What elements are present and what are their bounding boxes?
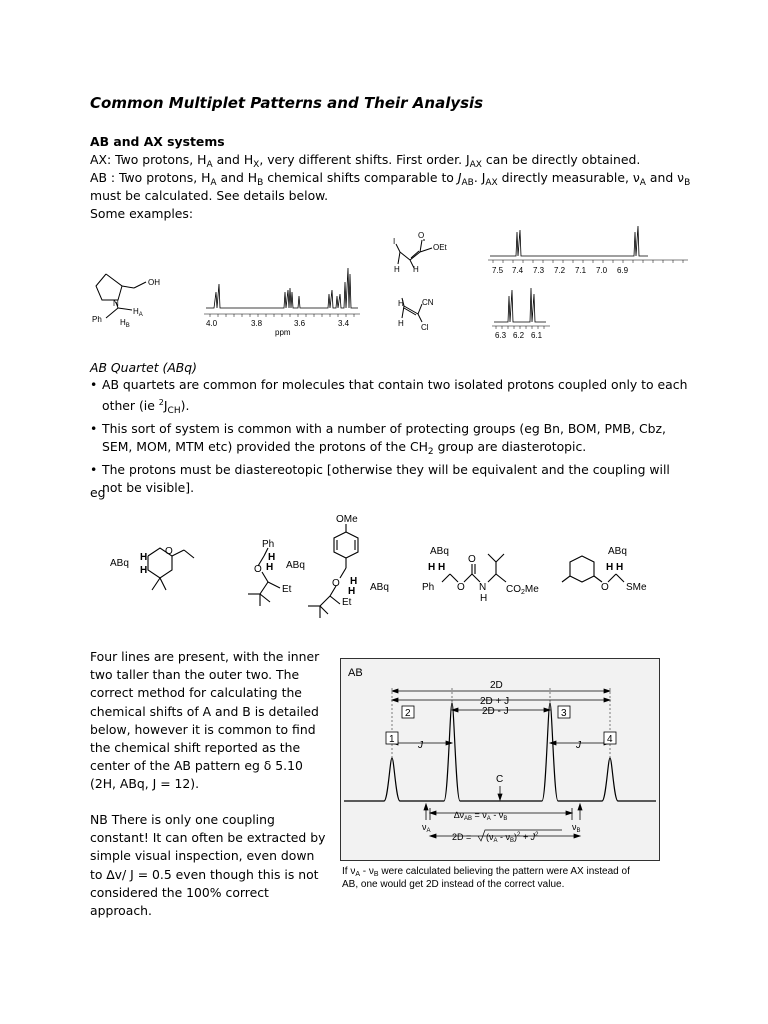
spec1-tick-4: 3.4 — [338, 319, 350, 328]
s2-abq: ABq — [286, 560, 305, 571]
s5-abq: ABq — [608, 546, 627, 557]
spec2-tick-5: 7.1 — [575, 266, 587, 275]
abq-structures — [100, 510, 660, 640]
figure-2d: 2D — [490, 680, 503, 691]
nitrile-cn: CN — [422, 298, 434, 307]
figure-j-right: J — [576, 740, 581, 751]
ester-i: I — [393, 237, 396, 246]
ab-definition: AB : Two protons, $H_A$ and $H_B$ chemical shifts comparable to $J_{AB}$. $J_{AX}$ directly measurable, $\nu_A$ and $\nu_B$ — [90, 170, 691, 188]
s4-o2: O — [468, 554, 476, 565]
s1-o: O — [165, 546, 173, 557]
spec1-tick-3: 3.6 — [294, 319, 306, 328]
ester-oet: OEt — [433, 243, 447, 252]
spec2-tick-7: 6.9 — [617, 266, 629, 275]
abq-bullets — [90, 376, 690, 497]
peak-label-2: 2 — [405, 708, 411, 719]
figure-caption-line2: AB, one would get 2D instead of the correct value. — [342, 879, 565, 890]
nitrile-cl: Cl — [421, 323, 429, 332]
prolinol-ha: $H_A$ — [133, 307, 143, 318]
svg-text:2D =: 2D = — [452, 832, 472, 842]
figure-2d-minus-j: 2D - J — [482, 706, 509, 717]
s1-h2: H — [140, 565, 148, 576]
s2-h2: H — [266, 562, 274, 573]
s3-h2: H — [348, 586, 356, 597]
figure-caption-line1: If $\nu_A - \nu_B$ were calculated believing the pattern were AX instead of — [342, 866, 630, 878]
prolinol-n: N — [113, 299, 119, 308]
s4-ph: Ph — [422, 582, 435, 593]
nitrile-h2: H — [398, 319, 404, 328]
figure-vb: $\nu_B$ — [572, 822, 581, 834]
abq-bullet-1: • AB quartets are common for molecules that contain two isolated protons coupled only to each other (ie $^2J_{CH}$). — [90, 376, 690, 420]
peak-label-3: 3 — [561, 708, 567, 719]
spec2-tick-2: 7.4 — [512, 266, 524, 275]
spec2-tick-3: 7.3 — [533, 266, 545, 275]
ax-definition: AX: Two protons, $H_A$ and $H_X$, very different shifts. First order. $J_{AX}$ can be directly obtained. — [90, 152, 641, 170]
s3-o: O — [332, 578, 340, 589]
nitrile-h: H — [398, 299, 404, 308]
figure-c: C — [496, 774, 504, 785]
svg-text:(νA - νB)2 + J2: $(\nu_A - \nu_B)^2 + J^2$ — [486, 832, 539, 844]
figure-label-ab: AB — [348, 667, 363, 679]
s5-o: O — [601, 582, 609, 593]
eg-label: eg — [90, 485, 106, 500]
structure-mtm — [562, 546, 647, 593]
ab-ax-heading: AB and AX systems — [90, 134, 225, 149]
spectrum-2 — [488, 226, 688, 275]
spec3-tick-1: 6.3 — [495, 331, 507, 340]
spec2-tick-1: 7.5 — [492, 266, 504, 275]
spec1-unit: ppm — [275, 328, 291, 337]
abq-bullet-2: • This sort of system is common with a number of protecting groups (eg Bn, BOM, PMB, Cbz, SEM, MOM, MTM etc) provided the protons of the $CH_2$ group are diasterotopic. — [90, 420, 690, 461]
prolinol-ph: Ph — [92, 315, 102, 324]
chloronitrile-structure — [402, 298, 422, 322]
spec1-tick-1: 4.0 — [206, 319, 218, 328]
figure-j-left: J — [418, 740, 423, 751]
s2-h1: H — [268, 552, 276, 563]
s5-sme: SMe — [626, 582, 647, 593]
s3-ome: OMe — [336, 514, 358, 525]
prolinol-oh: OH — [148, 278, 160, 287]
spec1-tick-2: 3.8 — [251, 319, 263, 328]
s3-h1: H — [350, 576, 358, 587]
s3-abq: ABq — [370, 582, 389, 593]
page-title: Common Multiplet Patterns and Their Analysis — [90, 94, 484, 112]
structure-pmb — [308, 514, 389, 618]
iodoacrylate-structure — [396, 240, 432, 268]
spec2-tick-4: 7.2 — [554, 266, 566, 275]
figure-2d-plus-j: 2D + J — [480, 696, 510, 707]
s4-co2me: $CO_2Me$ — [506, 584, 539, 596]
ab-quartet-figure — [340, 658, 666, 900]
spec3-tick-3: 6.1 — [531, 331, 543, 340]
ester-o: O — [418, 231, 425, 240]
spectrum-3 — [492, 288, 550, 340]
ab-definition-cont: must be calculated. See details below. — [90, 188, 329, 203]
paragraph-nb: NB There is only one coupling constant! It can often be extracted by simple visual inspection, even down to ∆v/ J = 0.5 even though this is not considered the 100% correct approach. — [90, 812, 326, 919]
prolinol-hb: $H_B$ — [120, 318, 130, 329]
s4-nh: H — [480, 593, 488, 604]
abq-heading: AB Quartet (ABq) — [90, 360, 197, 375]
peak-label-1: 1 — [389, 734, 395, 745]
paragraph-four-lines: Four lines are present, with the inner two taller than the outer two. The correct method for calculating the chemical shifts of A and B is detailed below, however it is common to find the chemical shift reported as the center of the AB pattern eg δ 5.10 (2H, ABq, J = 12). — [90, 649, 320, 792]
figure-va: $\nu_A$ — [422, 822, 431, 834]
examples-figure — [88, 222, 688, 346]
ester-h1: H — [394, 265, 400, 274]
structure-thp — [110, 546, 194, 590]
s5-hh: H H — [606, 562, 624, 573]
peak-label-4: 4 — [607, 734, 613, 745]
s4-abq: ABq — [430, 546, 449, 557]
spec2-tick-6: 7.0 — [596, 266, 608, 275]
figure-delta-v: $\Delta\nu_{AB} = \nu_A - \nu_B$ — [454, 810, 508, 822]
structure-bn — [248, 539, 305, 606]
s4-o1: O — [457, 582, 465, 593]
s4-n: N — [479, 582, 487, 593]
s3-et: Et — [342, 597, 352, 608]
spectrum-1 — [204, 268, 360, 337]
s1-abq: ABq — [110, 558, 129, 569]
spec3-tick-2: 6.2 — [513, 331, 525, 340]
s2-o: O — [254, 564, 262, 575]
s4-hh: H H — [428, 562, 446, 573]
some-examples: Some examples: — [90, 206, 194, 221]
s2-et: Et — [282, 584, 292, 595]
s1-h1: H — [140, 552, 148, 563]
abq-bullet-3: • The protons must be diastereotopic [otherwise they will be equivalent and the coupling will not be visible]. — [90, 461, 690, 497]
ester-h2: H — [413, 265, 419, 274]
structure-cbz — [422, 546, 539, 604]
s2-ph: Ph — [262, 539, 275, 550]
